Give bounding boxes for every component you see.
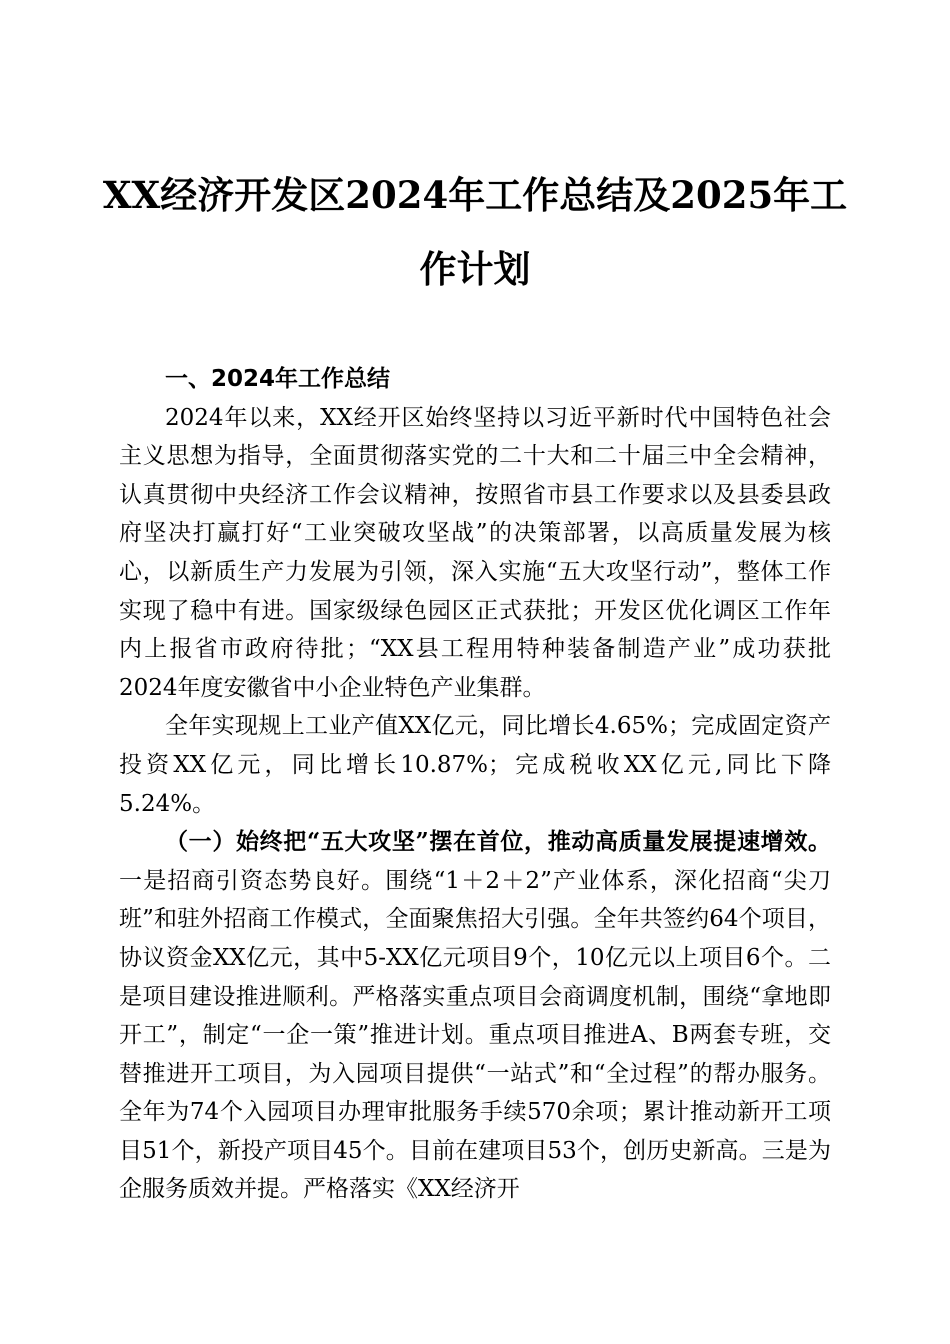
paragraph-subsection-1 <box>119 823 831 1209</box>
document-title <box>100 158 850 306</box>
document-body <box>119 360 831 1209</box>
paragraph-stats: 全年实现规上工业产值XX亿元，同比增长4.65%；完成固定资产投资XX亿元，同比增长10.87%；完成税收XX亿元,同比下降5.24%。 <box>119 713 831 817</box>
subsection-lead: （一）始终把“五大攻坚”摆在首位，推动高质量发展提速增效。 <box>165 828 831 856</box>
section-heading: 一、2024年工作总结 <box>165 366 391 392</box>
title-line-1: XX经济开发区2024年工作总结及2025年工 <box>102 173 848 217</box>
title-line-2: 作计划 <box>419 247 531 291</box>
subsection-body: 一是招商引资态势良好。围绕“1＋2＋2”产业体系，深化招商“尖刀班”和驻外招商工作模式，全面聚焦招大引强。全年共签约64个项目，协议资金XX亿元，其中5-XX亿元项目9个，10亿元以上项目6个。二是项目建设推进顺利。严格落实重点项目会商调度机制，围绕“拿地即开工”，制定“一企一策”推进计划。重点项目推进A、B两套专班，交替推进开工项目，为入园项目提供“一站式”和“全过程”的帮办服务。全年为74个入园项目办理审批服务手续570余项；累计推动新开工项目51个，新投产项目45个。目前在建项目53个，创历史新高。三是为企服务质效并提。严格落实《XX经济开 <box>119 867 831 1203</box>
paragraph-intro: 2024年以来，XX经开区始终坚持以习近平新时代中国特色社会主义思想为指导，全面贯彻落实党的二十大和二十届三中全会精神，认真贯彻中央经济工作会议精神，按照省市县工作要求以及县委县政府坚决打赢打好“工业突破攻坚战”的决策部署，以高质量发展为核心，以新质生产力发展为引领，深入实施“五大攻坚行动”，整体工作实现了稳中有进。国家级绿色园区正式获批；开发区优化调区工作年内上报省市政府待批；“XX县工程用特种装备制造产业”成功获批2024年度安徽省中小企业特色产业集群。 <box>119 404 831 701</box>
